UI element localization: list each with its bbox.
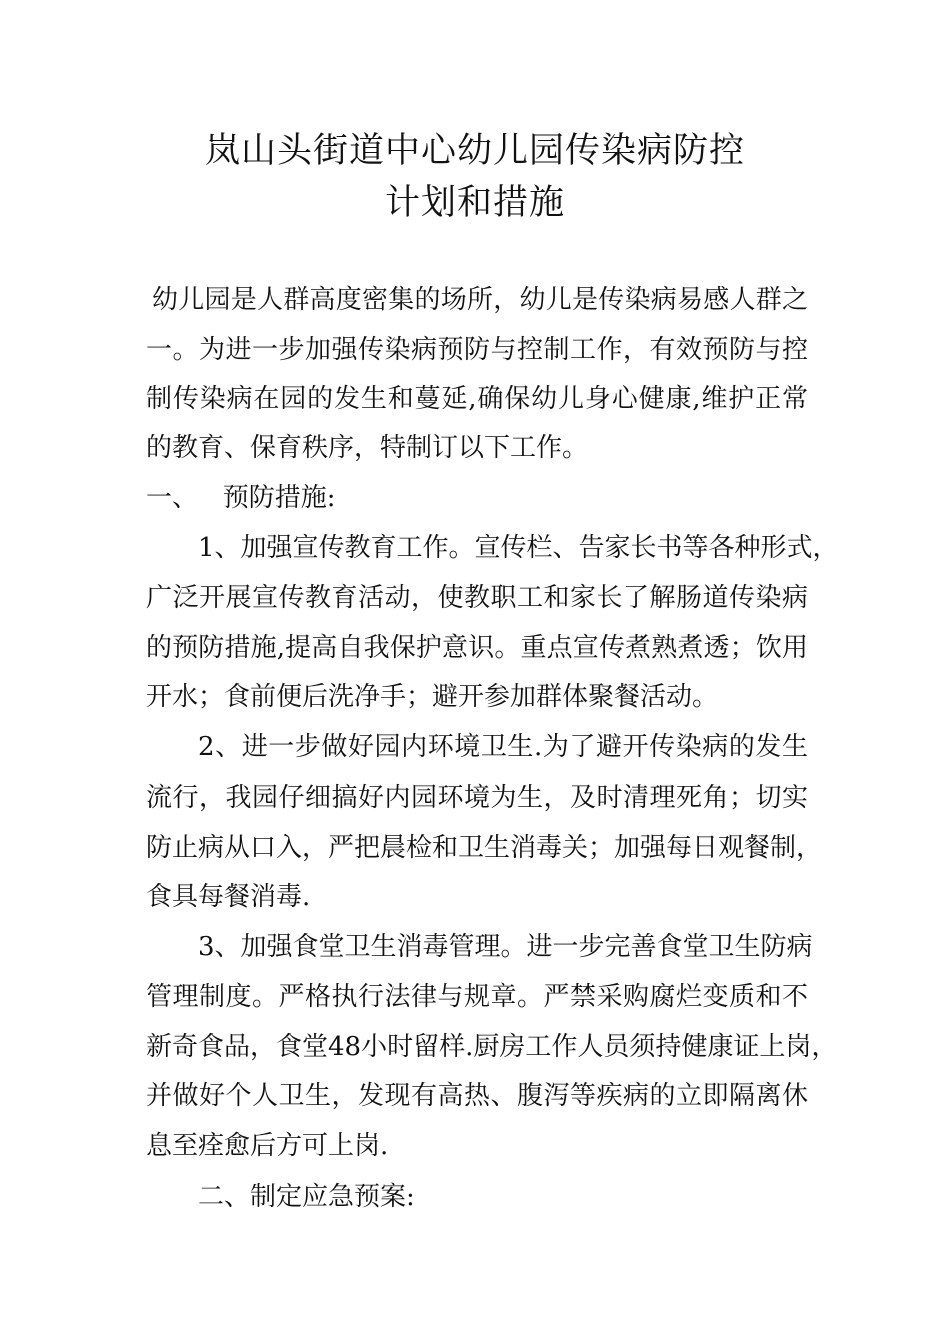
item3-line-3: 新奇食品，食堂48小时留样.厨房工作人员须持健康证上岗，	[146, 1032, 838, 1062]
intro-line-4: 的教育、保育秩序，特制订以下工作。	[146, 433, 589, 463]
document-title-line-1: 岚山头街道中心幼儿园传染病防控	[204, 131, 745, 171]
item2-line-1: 2、进一步做好园内环境卫生.为了避开传染病的发生	[198, 732, 808, 762]
item1-line-1: 1、加强宣传教育工作。宣传栏、告家长书等各种形式，	[198, 533, 839, 563]
intro-line-2: 一。为进一步加强传染病预防与控制工作，有效预防与控	[146, 335, 808, 365]
item1-line-2: 广泛开展宣传教育活动，使教职工和家长了解肠道传染病	[146, 583, 808, 613]
intro-line-3: 制传染病在园的发生和蔓延,确保幼儿身心健康,维护正常	[146, 384, 808, 414]
section-heading-emergency-plan: 二、制定应急预案:	[198, 1182, 415, 1212]
item3-line-5: 息至痊愈后方可上岗.	[146, 1131, 389, 1161]
document-title-line-2: 计划和措施	[384, 183, 565, 223]
item3-line-1: 3、加强食堂卫生消毒管理。进一步完善食堂卫生防病	[198, 932, 813, 962]
item2-line-3: 防止病从口入，严把晨检和卫生消毒关；加强每日观餐制，	[146, 833, 823, 863]
item1-line-3: 的预防措施,提高自我保护意识。重点宣传煮熟煮透；饮用	[146, 633, 808, 663]
item2-line-2: 流行，我园仔细搞好内园环境为生，及时清理死角；切实	[146, 783, 808, 813]
item3-line-4: 并做好个人卫生，发现有高热、腹泻等疾病的立即隔离休	[146, 1081, 808, 1111]
item3-line-2: 管理制度。严格执行法律与规章。严禁采购腐烂变质和不	[146, 982, 808, 1012]
section-heading-prevention: 一、 预防措施:	[146, 483, 336, 513]
item1-line-4: 开水；食前便后洗净手；避开参加群体聚餐活动。	[146, 682, 719, 712]
intro-line-1: 幼儿园是人群高度密集的场所，幼儿是传染病易感人群之	[152, 285, 808, 315]
item2-line-4: 食具每餐消毒.	[146, 882, 311, 912]
